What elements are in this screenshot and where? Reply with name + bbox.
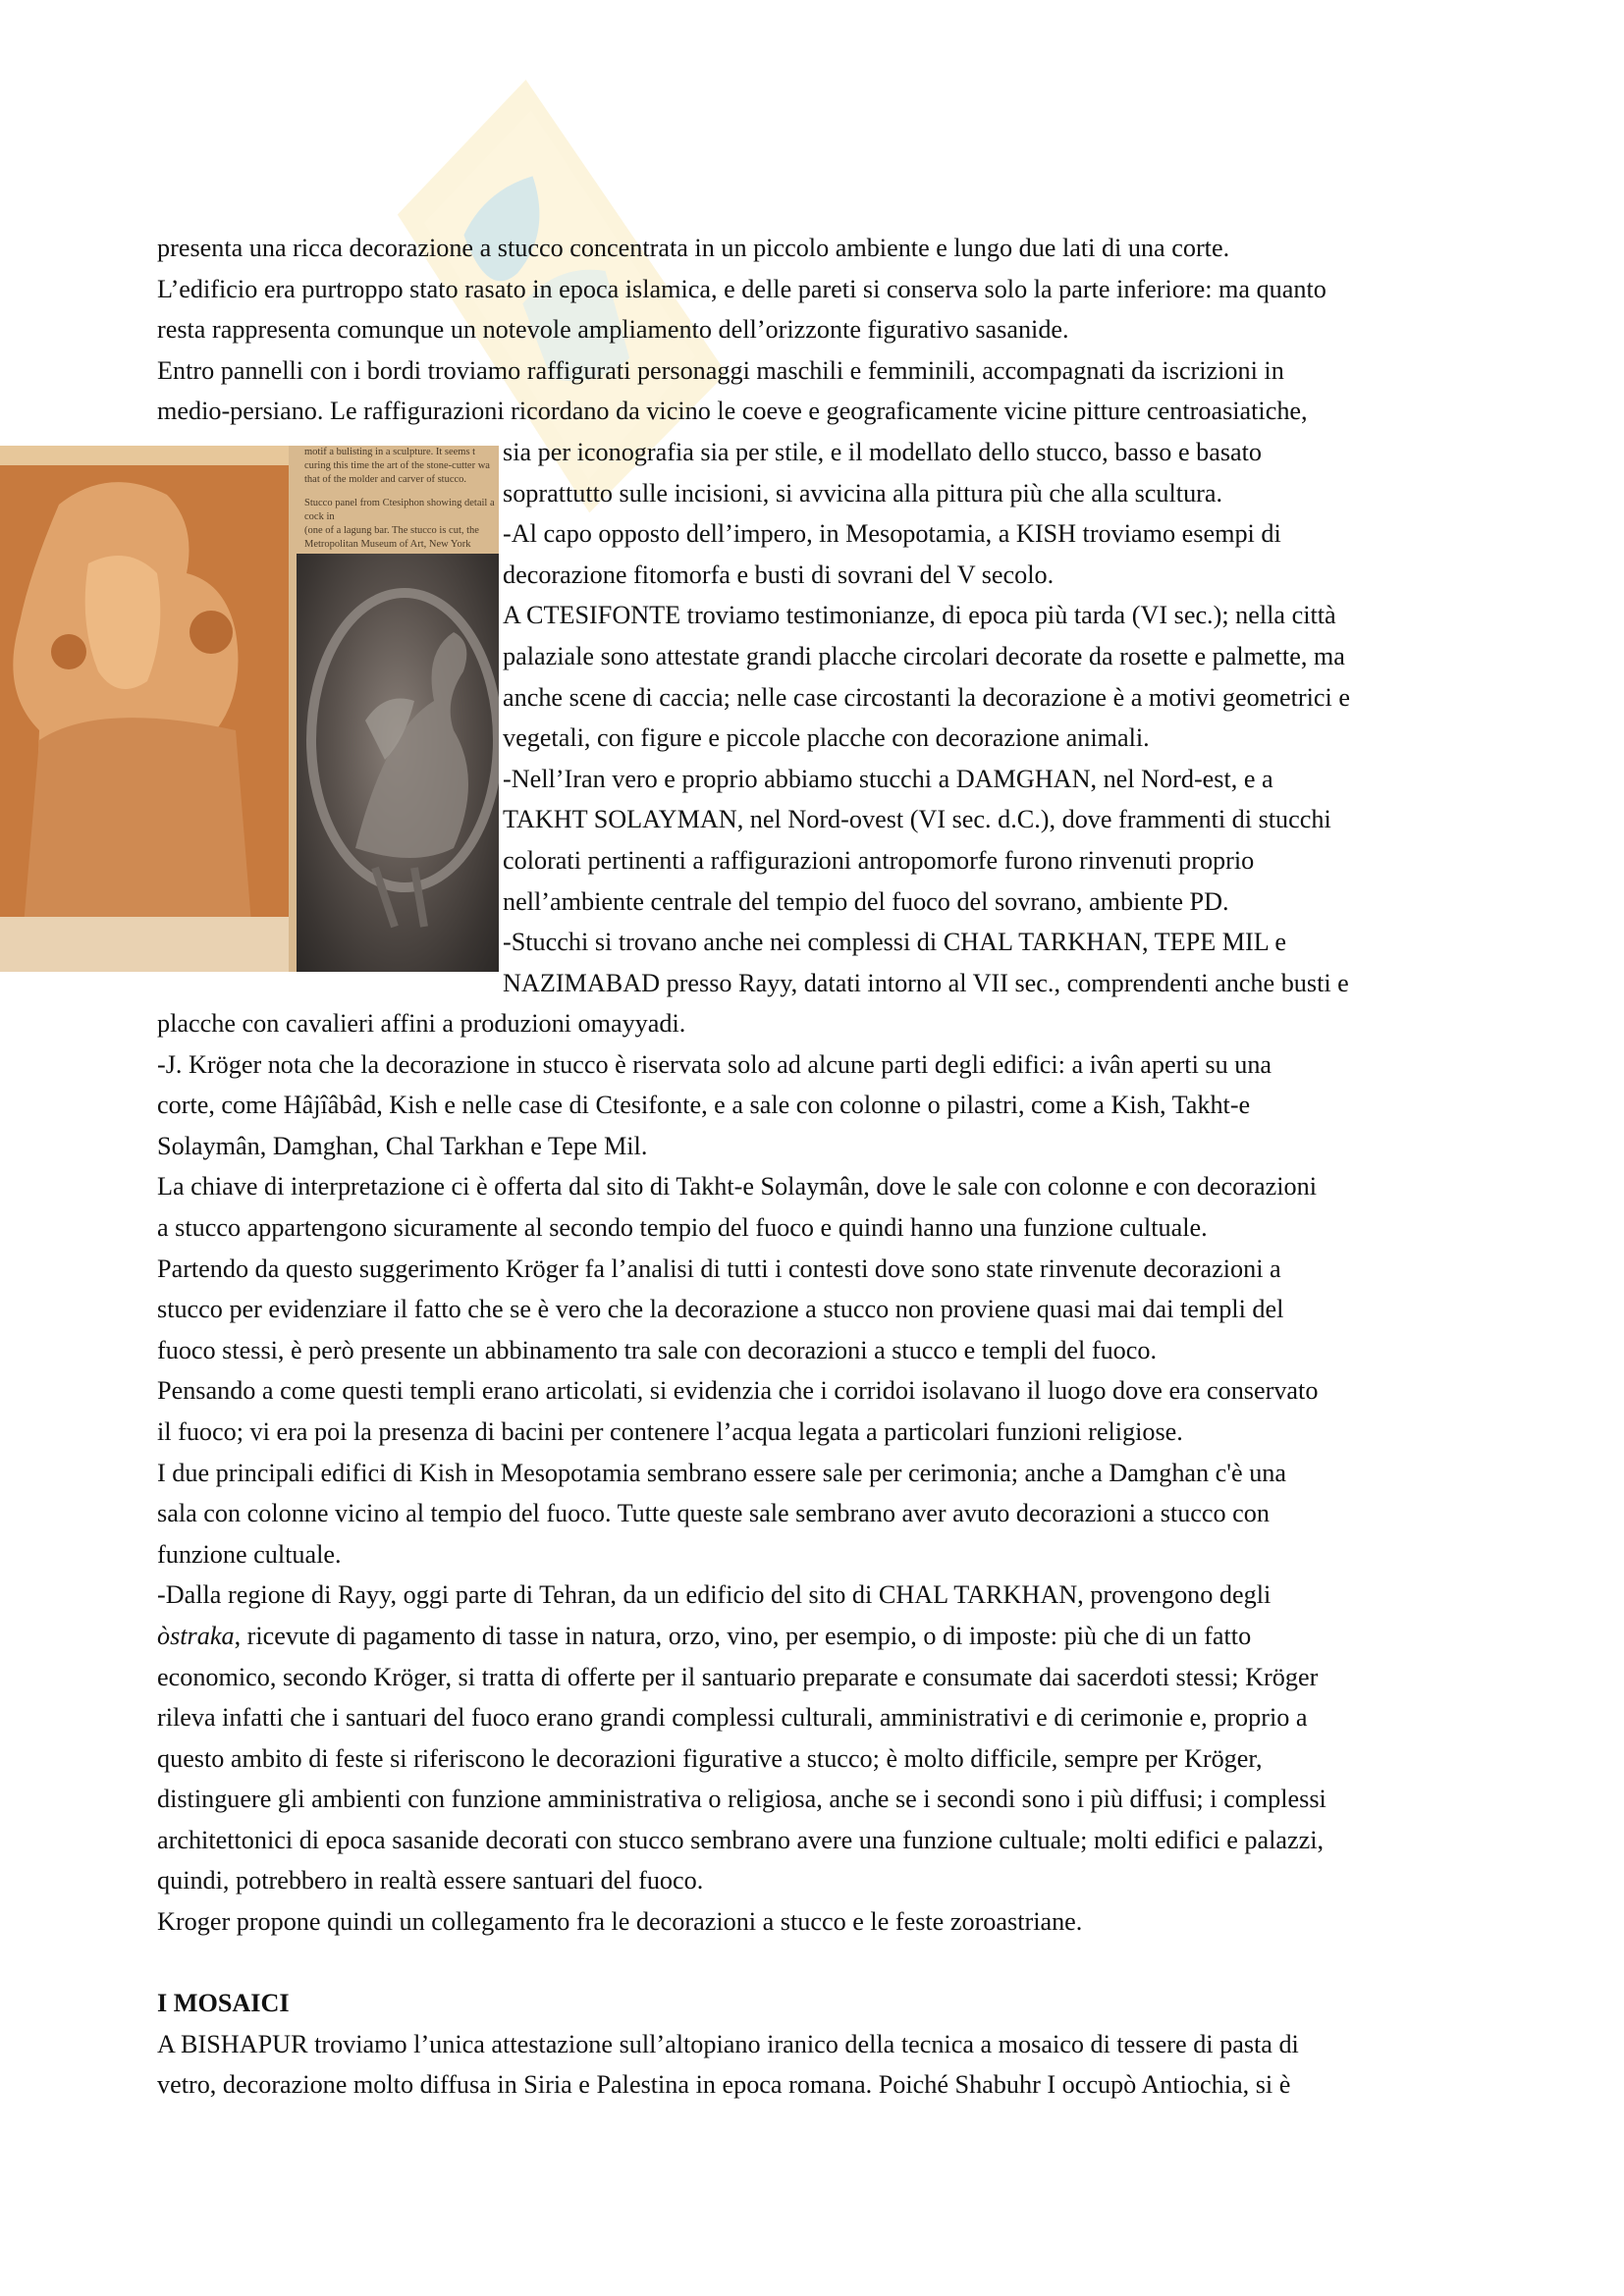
text-line: fuoco stessi, è però presente un abbinamento tra sale con decorazioni a stucco e templi del fuoco. xyxy=(157,1335,1158,1364)
ostraka-rest: , ricevute di pagamento di tasse in natura, orzo, vino, per esempio, o di imposte: più che di un fatto xyxy=(234,1621,1252,1650)
stucco-panel-photo xyxy=(289,446,499,972)
text-line: -J. Kröger nota che la decorazione in stucco è riservata solo ad alcune parti degli edifici: a ivân aperti su una xyxy=(157,1049,1272,1079)
text-line: anche scene di caccia; nelle case circostanti la decorazione è a motivi geometrici e xyxy=(503,682,1350,712)
text-line: vetro, decorazione molto diffusa in Siria e Palestina in epoca romana. Poiché Shabuhr I occupò Antiochia, si è xyxy=(157,2070,1291,2100)
text-line: decorazione fitomorfa e busti di sovrani del V secolo. xyxy=(503,560,1055,589)
text-line: vegetali, con figure e piccole placche con decorazione animali. xyxy=(503,723,1150,753)
text-top xyxy=(157,228,1483,432)
text-line: medio-persiano. Le raffigurazioni ricordano da vicino le coeve e geograficamente vicine pitture centroasiatiche, xyxy=(157,397,1308,426)
caption-line: (one of a lagung bar. The stucco is cut, the xyxy=(304,525,479,536)
text-line: -Nell’Iran vero e proprio abbiamo stucchi a DAMGHAN, nel Nord-est, e a xyxy=(503,764,1273,793)
text-line: soprattutto sulle incisioni, si avvicina alla pittura più che alla scultura. xyxy=(503,478,1223,507)
text-line: Partendo da questo suggerimento Kröger fa l’analisi di tutti i contesti dove sono state rinvenute decorazioni a xyxy=(157,1254,1281,1283)
text-line: resta rappresenta comunque un notevole ampliamento dell’orizzonte figurativo sasanide. xyxy=(157,315,1069,345)
text-line: Pensando a come questi templi erano articolati, si evidenzia che i corridoi isolavano il luogo dove era conservato xyxy=(157,1376,1319,1406)
text-line: NAZIMABAD presso Rayy, datati intorno al VII sec., comprendenti anche busti e xyxy=(503,968,1349,997)
text-line: questo ambito di feste si riferiscono le decorazioni figurative a stucco; è molto difficile, sempre per Kröger, xyxy=(157,1743,1263,1773)
text-line: il fuoco; vi era poi la presenza di bacini per contenere l’acqua legata a particolari funzioni religiose. xyxy=(157,1416,1183,1446)
text-line: nell’ambiente centrale del tempio del fuoco del sovrano, ambiente PD. xyxy=(503,886,1229,916)
figure-caption xyxy=(304,446,497,552)
caption-line: Metropolitan Museum of Art, New York xyxy=(304,539,471,550)
caption-line: Stucco panel from Ctesiphon showing detail a cock in xyxy=(304,498,495,522)
text-line: distinguere gli ambienti con funzione amministrativa o religiosa, anche se i secondi sono i più diffusi; i complessi xyxy=(157,1785,1326,1814)
text-line: placche con cavalieri affini a produzioni omayyadi. xyxy=(157,1009,686,1038)
caption-line: motif a bulisting in a sculpture. It seems t xyxy=(304,447,476,457)
stucco-bust-photo xyxy=(0,446,289,972)
text-line-ostraka xyxy=(157,1616,1483,1657)
text-line: presenta una ricca decorazione a stucco concentrata in un piccolo ambiente e lungo due lati di una corte. xyxy=(157,234,1230,262)
text-bottom xyxy=(157,1003,1483,2106)
text-line: Kroger propone quindi un collegamento fra le decorazioni a stucco e le feste zoroastriane. xyxy=(157,1907,1083,1937)
ostraka-italic: òstraka xyxy=(157,1621,235,1650)
text-line: -Stucchi si trovano anche nei complessi di CHAL TARKHAN, TEPE MIL e xyxy=(503,928,1286,957)
stucco-bust-image xyxy=(0,446,289,972)
text-line: Solaymân, Damghan, Chal Tarkhan e Tepe Mil. xyxy=(157,1131,648,1160)
text-line: La chiave di interpretazione ci è offerta dal sito di Takht-e Solaymân, dove le sale con colonne e con decorazioni xyxy=(157,1172,1317,1201)
text-line: I due principali edifici di Kish in Mesopotamia sembrano essere sale per cerimonia; anche a Damghan c'è una xyxy=(157,1458,1286,1487)
text-line: economico, secondo Kröger, si tratta di offerte per il santuario preparate e consumate dai sacerdoti stessi; Kröger xyxy=(157,1662,1319,1691)
text-line: stucco per evidenziare il fatto che se è vero che la decorazione a stucco non proviene quasi mai dai templi del xyxy=(157,1295,1284,1324)
cock-plaque-image xyxy=(297,554,499,972)
text-line: sala con colonne vicino al tempio del fuoco. Tutte queste sale sembrano aver avuto decorazioni a stucco con xyxy=(157,1499,1270,1528)
text-line: A BISHAPUR troviamo l’unica attestazione sull’altopiano iranico della tecnica a mosaico di tessere di pasta di xyxy=(157,2029,1299,2058)
text-line: colorati pertinenti a raffigurazioni antropomorfe furono rinvenuti proprio xyxy=(503,845,1255,875)
paragraph-spacer xyxy=(157,1943,1483,1984)
text-line: L’edificio era purtroppo stato rasato in epoca islamica, e delle pareti si conserva solo la parte inferiore: ma quanto xyxy=(157,274,1326,303)
caption-line: curing this time the art of the stone-cutter wa xyxy=(304,460,490,471)
text-line: sia per iconografia sia per stile, e il modellato dello stucco, basso e basato xyxy=(503,438,1263,466)
text-line: palaziale sono attestate grandi placche circolari decorate da rosette e palmette, ma xyxy=(503,641,1345,670)
text-wrap xyxy=(503,432,1485,1003)
text-line: corte, come Hâjîâbâd, Kish e nelle case di Ctesifonte, e a sale con colonne o pilastri, come a Kish, Takht-e xyxy=(157,1091,1251,1120)
text-line: quindi, potrebbero in realtà essere santuari del fuoco. xyxy=(157,1866,704,1896)
caption-line: that of the molder and carver of stucco. xyxy=(304,474,467,485)
text-line: A CTESIFONTE troviamo testimonianze, di epoca più tarda (VI sec.); nella città xyxy=(503,601,1336,630)
text-line: a stucco appartengono sicuramente al secondo tempio del fuoco e quindi hanno una funzione cultuale. xyxy=(157,1212,1208,1242)
text-line: TAKHT SOLAYMAN, nel Nord-ovest (VI sec. d.C.), dove frammenti di stucchi xyxy=(503,805,1331,834)
text-line: -Al capo opposto dell’impero, in Mesopotamia, a KISH troviamo esempi di xyxy=(503,519,1281,549)
text-line: Entro pannelli con i bordi troviamo raffigurati personaggi maschili e femminili, accompagnati da iscrizioni in xyxy=(157,355,1284,385)
text-line: -Dalla regione di Rayy, oggi parte di Tehran, da un edificio del sito di CHAL TARKHAN, provengono degli xyxy=(157,1580,1272,1610)
text-line: rileva infatti che i santuari del fuoco erano grandi complessi culturali, amministrativi e di cerimonie e, proprio a xyxy=(157,1703,1308,1733)
text-line: architettonici di epoca sasanide decorati con stucco sembrano avere una funzione cultuale; molti edifici e palazzi, xyxy=(157,1825,1325,1854)
section-heading: I MOSAICI xyxy=(157,1989,290,2018)
text-line: funzione cultuale. xyxy=(157,1539,342,1569)
